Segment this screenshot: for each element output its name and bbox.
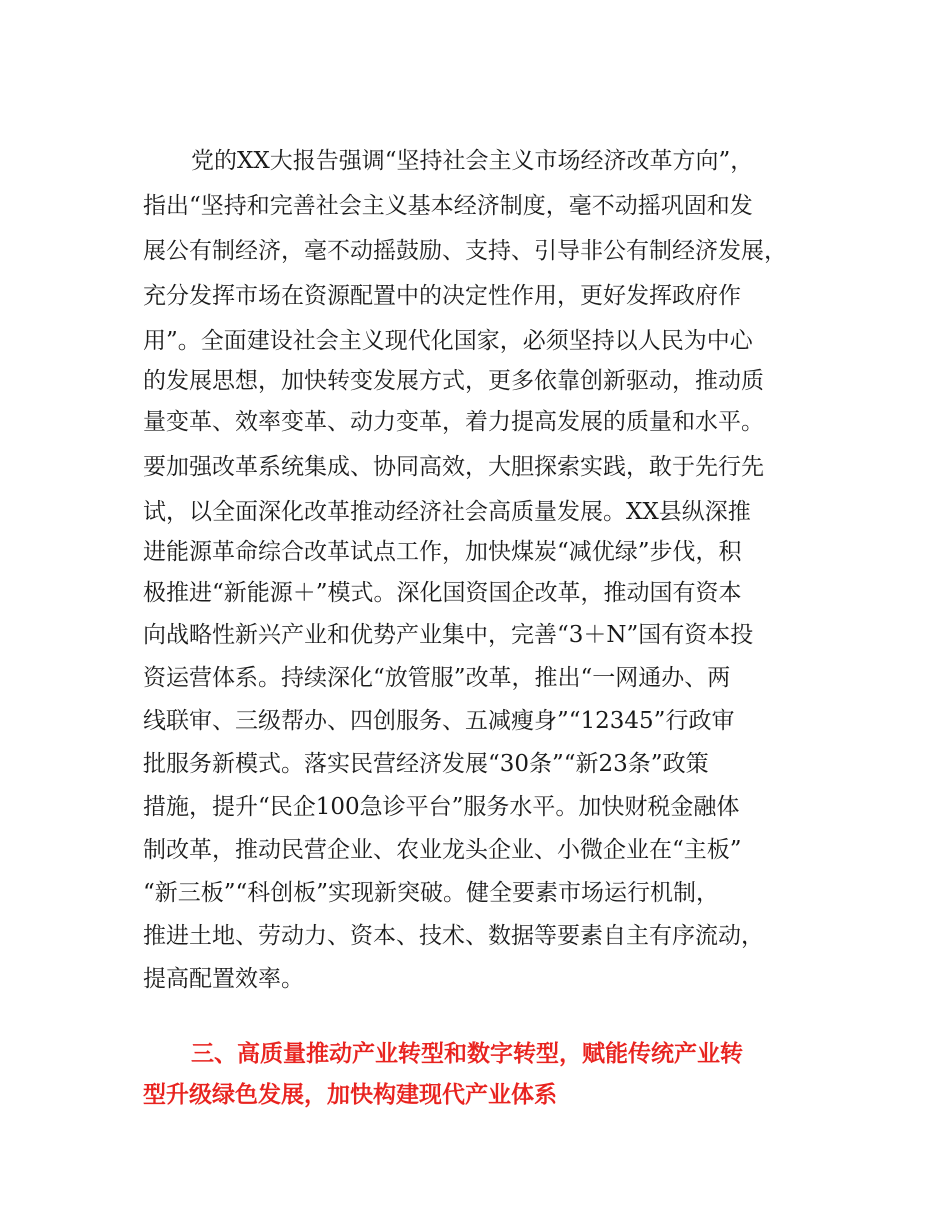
- paragraph-line: 指出“坚持和完善社会主义基本经济制度，毫不动摇巩固和发: [143, 193, 753, 219]
- heading-line: 三、高质量推动产业转型和数字转型，赋能传统产业转: [191, 1041, 743, 1067]
- paragraph-line: 批服务新模式。落实民营经济发展“30条”“新23条”政策: [143, 751, 709, 777]
- paragraph-line: 线联审、三级帮办、四创服务、五减瘦身”“12345”行政审: [143, 708, 735, 734]
- paragraph-line: 推进土地、劳动力、资本、技术、数据等要素自主有序流动，: [143, 923, 764, 949]
- paragraph-line: 试，以全面深化改革推动经济社会高质量发展。XX县纵深推: [143, 499, 751, 525]
- paragraph-line: 要加强改革系统集成、协同高效，大胆探索实践，敢于先行先: [143, 454, 764, 480]
- paragraph-line: 党的XX大报告强调“坚持社会主义市场经济改革方向”，: [191, 148, 754, 174]
- paragraph-line: 进能源革命综合改革试点工作，加快煤炭“减优绿”步伐，积: [143, 539, 742, 565]
- paragraph-line: 充分发挥市场在资源配置中的决定性作用，更好发挥政府作: [143, 283, 741, 309]
- paragraph-line: 展公有制经济，毫不动摇鼓励、支持、引导非公有制经济发展，: [143, 238, 787, 264]
- paragraph-line: “新三板”“科创板”实现新突破。健全要素市场运行机制，: [143, 880, 720, 906]
- paragraph-line: 措施，提升“民企100急诊平台”服务水平。加快财税金融体: [143, 794, 740, 820]
- paragraph-line: 制改革，推动民营企业、农业龙头企业、小微企业在“主板”: [143, 837, 742, 863]
- paragraph-line: 资运营体系。持续深化“放管服”改革，推出“一网通办、两: [143, 665, 731, 691]
- paragraph-line: 向战略性新兴产业和优势产业集中，完善“3＋N”国有资本投: [143, 622, 754, 648]
- paragraph-line: 极推进“新能源＋”模式。深化国资国企改革，推动国有资本: [143, 580, 742, 606]
- heading-line: 型升级绿色发展，加快构建现代产业体系: [143, 1082, 557, 1108]
- paragraph-line: 的发展思想，加快转变发展方式，更多依靠创新驱动，推动质: [143, 368, 764, 394]
- paragraph-line: 用”。全面建设社会主义现代化国家，必须坚持以人民为中心: [143, 328, 753, 354]
- paragraph-line: 量变革、效率变革、动力变革，着力提高发展的质量和水平。: [143, 409, 764, 435]
- paragraph-line: 提高配置效率。: [143, 966, 304, 992]
